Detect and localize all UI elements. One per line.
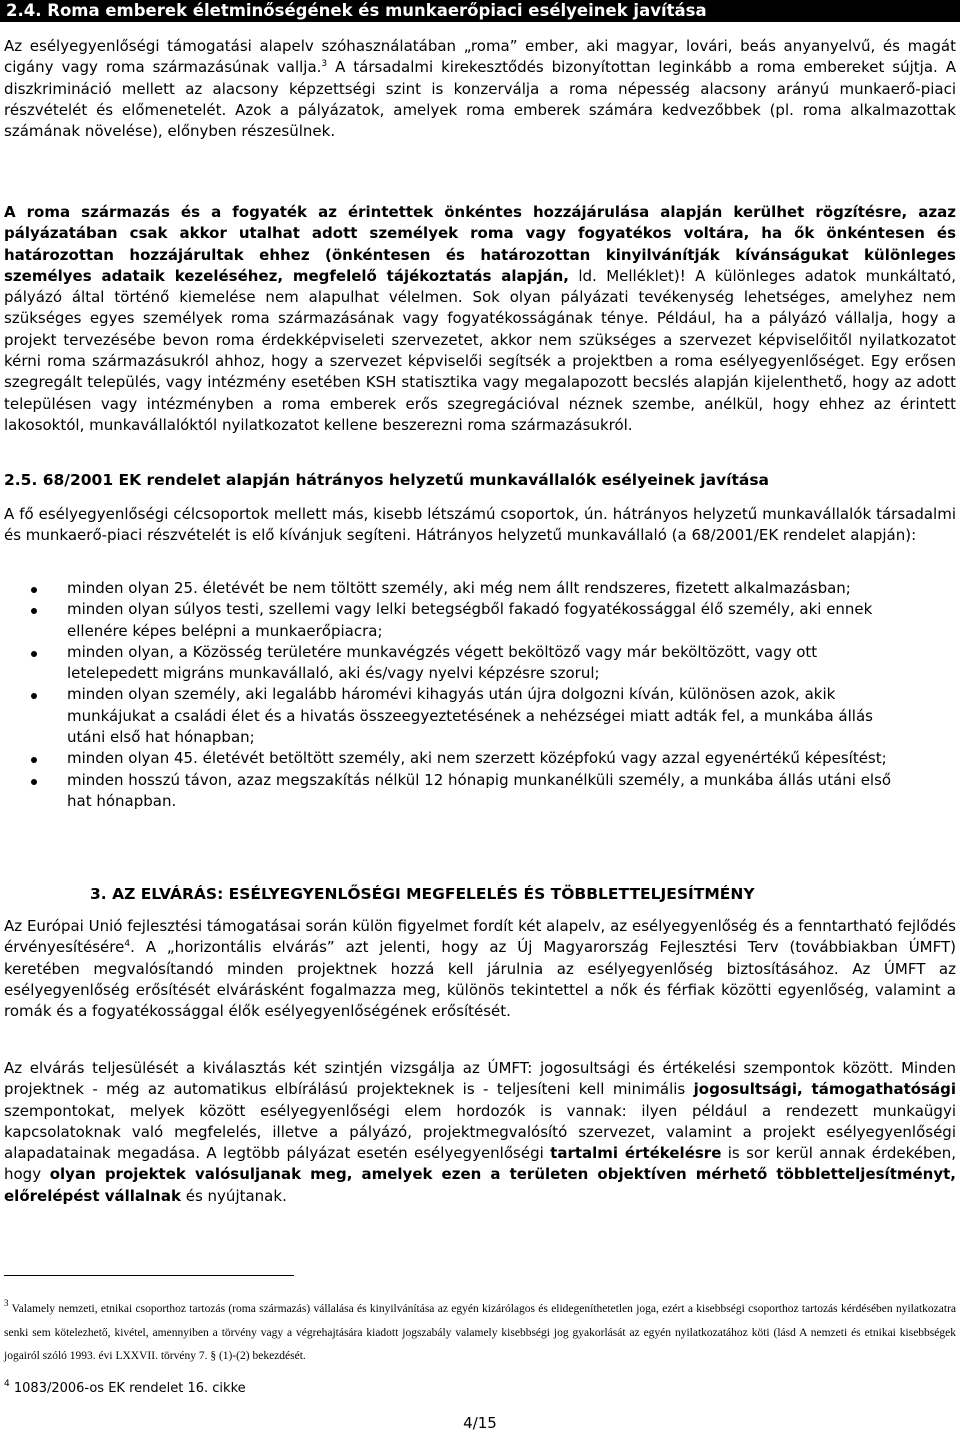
paragraph-roma-definition [4, 36, 956, 142]
bullet-icon [31, 757, 37, 763]
list-item [4, 599, 904, 642]
footnote-4 [4, 1380, 956, 1398]
list-item-text: minden olyan személy, aki legalább háromévi kihagyás után újra dolgozni kíván, különösen azok, akik munkájukat a családi élet és a hivatás összeegyeztetésének a nehézségei miatt adták fel, a munkába állás utáni első hat hónapban; [67, 685, 873, 747]
footnote-text: 1083/2006-os EK rendelet 16. cikke [13, 1381, 246, 1396]
list-item-text: minden olyan 45. életévét betöltött személy, aki nem szerzett középfokú vagy azzal egyenértékű képesítést; [67, 749, 887, 768]
paragraph-text: . A „horizontális elvárás” azt jelenti, hogy az Új Magyarország Fejlesztési Terv (továbbiakban ÚMFT) keretében megvalósítandó minden projektnek hozzá kell járulnia az esélyegyenlőség biztosításához. Az ÚMFT az esélyegyenlőség erősítését elvárásként fogalmazza meg, különös tekintettel a nők és férfiak közötti egyenlőség, valamint a romák és a fogyatékossággal élők esélyegyenlőségének erősítését. [4, 938, 956, 1021]
paragraph-text: Az elvárás teljesülését a kiválasztás két szintjén vizsgálja az ÚMFT: jogosultsági és értékelési szempontok között. Minden projektnek - még az automatikus elbírálású projekteknek is - teljesíteni kell minimális [4, 1059, 956, 1099]
section-heading-2-5: 2.5. 68/2001 EK rendelet alapján hátrányos helyzetű munkavállalók esélyeinek javítása [4, 471, 770, 489]
list-item-text: minden olyan súlyos testi, szellemi vagy lelki betegségből fakadó fogyatékossággal élő személy, aki ennek ellenére képes belépni a munkaerőpiacra; [67, 600, 873, 640]
bullet-icon [31, 608, 37, 614]
paragraph-text: A társadalmi kirekesztődés bizonyítottan leginkább a roma embereket sújtja. A diszkrimináció mellett az alacsony képzettségi szint is konzerválja a roma népesség alacsony arányú munkaerő-piaci részvételét és előmenetelét. Azok a pályázatok, amelyek roma emberek számára kedvezőbbek (pl. roma alkalmazottak számának növelése), előnyben részesülnek. [4, 58, 956, 141]
bullet-icon [31, 693, 37, 699]
bold-text: tartalmi értékelésre [550, 1144, 722, 1163]
section-heading-bar [0, 0, 960, 22]
list-item [4, 578, 904, 599]
paragraph-text: ld. Melléklet)! A különleges adatok munkáltató, pályázó által történő kiemelése nem alapulhat vélelmen. Sok olyan pályázati tevékenység lehetséges, amelyhez nem szükséges egyes személyek roma származásának vagy fogyatékosságának ténye. Például, ha a pályázó vállalja, hogy a projekt tervezésébe bevon roma érdekképviseleti szervezetet, akkor nem szükséges a szervezet képviselőitől nyilatkozatot kérni roma származásukról ahhoz, hogy a szervezet képviselői segítsék a projektben a roma esélyegyenlőséget. Egy erősen szegregált település, vagy intézmény esetében KSH statisztika vagy megalapozott becslés alapján kijelenthető, hogy az adott településen vagy intézményben a roma emberek erős szegregációval néznek szembe, anélkül, hogy ehhez az érintett lakosoktól, munkavállalóktól nyilatkozatot kellene beszerezni roma származásukról. [4, 266, 956, 434]
footnote-mark: 4 [4, 1379, 10, 1389]
bold-text: A roma származás és a fogyaték az érintettek önkéntes hozzájárulása alapján kerülhet rögzítésre, azaz pályázatában csak akkor utalhat adott személyek roma vagy fogyatékos voltára, ha ők önkéntesen és határozottan hozzájárultak ehhez (önkéntesen és határozottan kinyilvánítják kívánságukat különleges személyes adataik kezeléséhez, megfelelő tájékoztatás alapján, [4, 203, 956, 285]
list-item [4, 684, 904, 748]
footnote-divider [4, 1275, 294, 1276]
paragraph-text: Az esélyegyenlőségi támogatási alapelv szóhasználatában „roma” ember, aki magyar, lovári, beás anyanyelvű, és magát cigány vagy roma származásúnak vallja. [4, 37, 956, 77]
paragraph-text: és nyújtanak. [180, 1186, 287, 1205]
footnote-ref-4[interactable]: 4 [124, 939, 131, 950]
page-number: 4/15 [463, 1414, 497, 1432]
footnote-mark: 3 [4, 1298, 9, 1308]
paragraph-text: is sor kerül annak érdekében, hogy [4, 1144, 957, 1184]
list-item-text: minden hosszú távon, azaz megszakítás nélkül 12 hónapig munkanélküli személy, a munkába állás utáni első hat hónapban. [67, 770, 892, 810]
paragraph-text: szempontokat, melyek között esélyegyenlőségi elem hordozók is vannak: ilyen például a rendezett munkaügyi kapcsolatoknak való megfelelés, illetve a pályázó, projektmegvalósító szervezet, valamint a projekt esélyegyenlőségi alapadatainak megadása. A legtöbb pályázat esetén esélyegyenlőségi [4, 1101, 956, 1163]
section-heading-3: 3. AZ ELVÁRÁS: ESÉLYEGYENLŐSÉGI MEGFELELÉS ÉS TÖBBLETTELJESÍTMÉNY [90, 885, 755, 903]
paragraph-text: Az Európai Unió fejlesztési támogatásai során külön figyelmet fordít két alapelv, az esélyegyenlőség és a fenntartható fejlődés érvényesítésére [4, 917, 956, 957]
bullet-icon [31, 587, 37, 593]
footnote-3 [4, 1298, 956, 1369]
section-heading-2-4: 2.4. Roma emberek életminőségének és munkaerőpiaci esélyeinek javítása [6, 1, 707, 20]
bold-text: olyan projektek valósuljanak meg, amelyek ezen a területen objektíven mérhető többletteljesítményt, előrelépést vállalnak [4, 1165, 956, 1205]
bold-text: jogosultsági, támogathatósági [693, 1080, 956, 1099]
footnote-text: Valamely nemzeti, etnikai csoporthoz tartozás (roma származás) vállalása és kinyilvánítása az egyén kizárólagos és elidegeníthetetlen joga, ezért a kisebbségi csoporthoz tartozás kérdésében nyilatkozatra senki sem kötelezhető, kivétel, amennyiben a törvény vagy a végrehajtására kiadott jogszabály valamely kisebbségi jog gyakorlását az egyén nyilatkozatához köti (lásd A nemzeti és etnikai kisebbségek jogairól szóló 1993. évi LXXVII. törvény 7. § (1)-(2) bekezdését. [4, 1303, 956, 1362]
list-item-text: minden olyan, a Közösség területére munkavégzés végett beköltöző vagy már beköltözött, vagy ott letelepedett migráns munkavállaló, aki és/vagy nyelvi képzésre szorul; [67, 642, 818, 683]
bullet-icon [31, 651, 37, 657]
bullet-icon [31, 779, 37, 785]
paragraph-voluntary-consent [4, 202, 956, 436]
paragraph-selection-criteria [4, 1058, 956, 1207]
list-item-text: minden olyan 25. életévét be nem töltött személy, aki még nem állt rendszeres, fizetett alkalmazásban; [67, 579, 851, 597]
list-item [4, 748, 904, 769]
paragraph-disadvantaged-intro: A fő esélyegyenlőségi célcsoportok mellett más, kisebb létszámú csoportok, ún. hátrányos helyzetű munkavállalók társadalmi és munkaerő-piaci részvételét is elő kívánjuk segíteni. Hátrányos helyzetű munkavállaló (a 68/2001/EK rendelet alapján): [4, 505, 956, 545]
list-item [4, 770, 904, 813]
footnote-ref-3[interactable]: 3 [321, 59, 328, 70]
list-item [4, 642, 904, 685]
disadvantaged-list [4, 578, 904, 812]
paragraph-eu-principles [4, 916, 956, 1022]
